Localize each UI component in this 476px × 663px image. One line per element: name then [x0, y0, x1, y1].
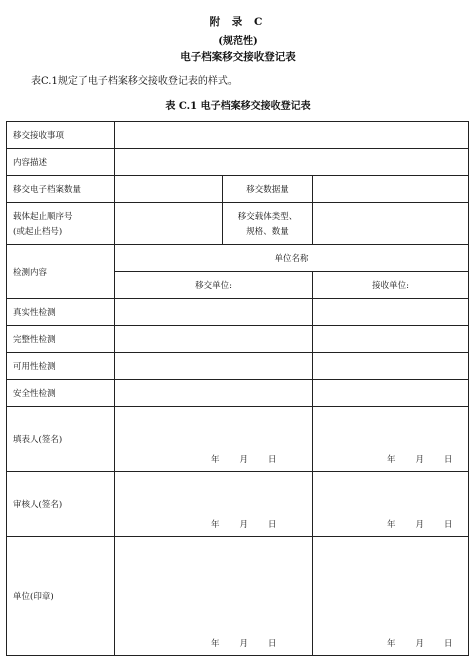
appendix-heading: 附 录 C — [209, 16, 267, 28]
seal-receive-field[interactable] — [313, 537, 469, 656]
seal-transfer-field[interactable] — [115, 537, 313, 656]
intro-text: 表C.1规定了电子档案移交接收登记表的样式。 — [31, 76, 238, 87]
registration-table — [6, 121, 469, 656]
integrity-check-label: 完整性检测 — [7, 326, 115, 353]
carrier-seq-field[interactable] — [115, 203, 223, 245]
reviewer-transfer-date: 年 月 日 — [211, 520, 277, 530]
reviewer-label: 审核人(签名) — [7, 472, 115, 537]
transfer-unit-header: 移交单位: — [115, 272, 313, 299]
filler-receive-date: 年 月 日 — [387, 455, 453, 465]
data-volume-label: 移交数据量 — [223, 176, 313, 203]
file-count-label: 移交电子档案数量 — [7, 176, 115, 203]
filler-label: 填表人(签名) — [7, 407, 115, 472]
data-volume-field[interactable] — [313, 176, 469, 203]
security-transfer-field[interactable] — [115, 380, 313, 407]
reviewer-receive-field[interactable] — [313, 472, 469, 537]
unit-name-header: 单位名称 — [115, 245, 469, 272]
receive-unit-header: 接收单位: — [313, 272, 469, 299]
carrier-type-field[interactable] — [313, 203, 469, 245]
transfer-item-label: 移交接收事项 — [7, 122, 115, 149]
reviewer-transfer-field[interactable] — [115, 472, 313, 537]
usability-receive-field[interactable] — [313, 353, 469, 380]
table-caption: 表 C.1 电子档案移交接收登记表 — [165, 101, 311, 112]
integrity-receive-field[interactable] — [313, 326, 469, 353]
carrier-type-label — [223, 203, 313, 245]
carrier-type-label-line2: 规格、数量 — [246, 227, 289, 237]
carrier-seq-label — [7, 203, 115, 245]
content-desc-field[interactable] — [115, 149, 469, 176]
transfer-item-field[interactable] — [115, 122, 469, 149]
authenticity-check-label: 真实性检测 — [7, 299, 115, 326]
authenticity-receive-field[interactable] — [313, 299, 469, 326]
filler-transfer-field[interactable] — [115, 407, 313, 472]
usability-check-label: 可用性检测 — [7, 353, 115, 380]
filler-transfer-date: 年 月 日 — [211, 455, 277, 465]
seal-receive-date: 年 月 日 — [387, 639, 453, 649]
appendix-title: 电子档案移交接收登记表 — [180, 51, 296, 63]
content-desc-label: 内容描述 — [7, 149, 115, 176]
seal-transfer-date: 年 月 日 — [211, 639, 277, 649]
carrier-type-label-line1: 移交载体类型、 — [237, 212, 298, 222]
file-count-field[interactable] — [115, 176, 223, 203]
security-receive-field[interactable] — [313, 380, 469, 407]
seal-label: 单位(印章) — [7, 537, 115, 656]
carrier-seq-label-line1: 载体起止顺序号 — [13, 212, 73, 222]
authenticity-transfer-field[interactable] — [115, 299, 313, 326]
security-check-label: 安全性检测 — [7, 380, 115, 407]
integrity-transfer-field[interactable] — [115, 326, 313, 353]
filler-receive-field[interactable] — [313, 407, 469, 472]
carrier-seq-label-line2: (或起止档号) — [13, 227, 63, 237]
reviewer-receive-date: 年 月 日 — [387, 520, 453, 530]
check-content-label: 检测内容 — [7, 245, 115, 299]
normative-label: (规范性) — [218, 36, 258, 47]
usability-transfer-field[interactable] — [115, 353, 313, 380]
